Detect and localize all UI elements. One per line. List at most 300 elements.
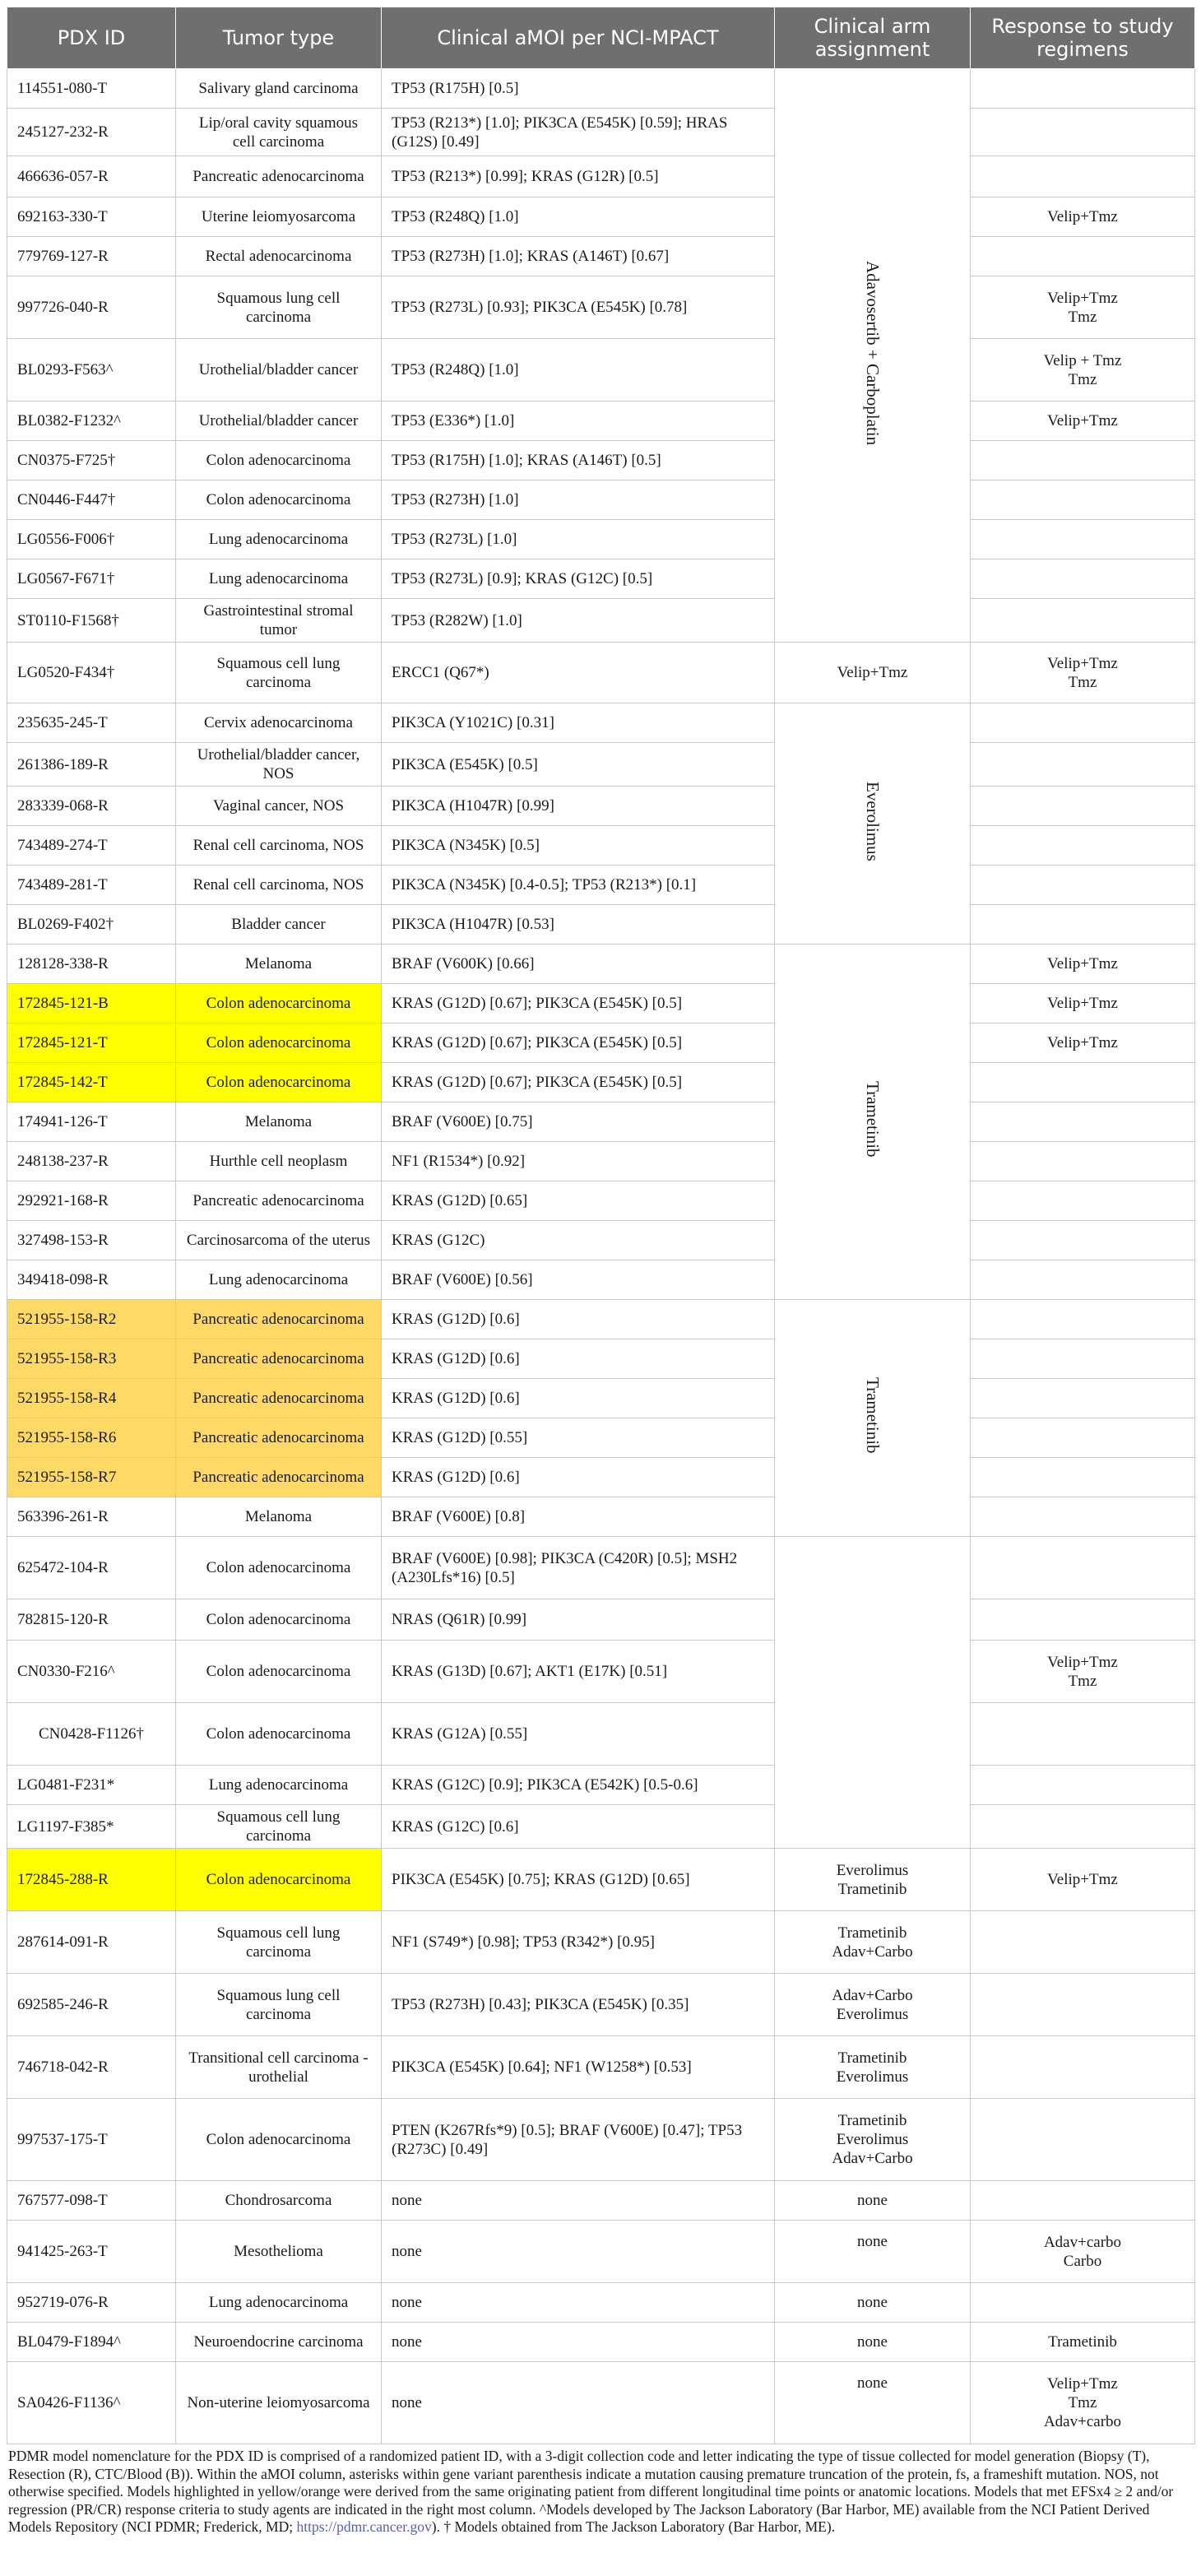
- cell-tumor-type: Neuroendocrine carcinoma: [176, 2323, 382, 2362]
- cell-response: [971, 1221, 1195, 1260]
- cell-tumor-type: Cervix adenocarcinoma: [176, 703, 382, 743]
- cell-amoi: BRAF (V600E) [0.56]: [382, 1260, 775, 1300]
- cell-tumor-type: Pancreatic adenocarcinoma: [176, 1458, 382, 1497]
- cell-amoi: KRAS (G13D) [0.67]; AKT1 (E17K) [0.51]: [382, 1641, 775, 1703]
- table-row: [7, 826, 1195, 866]
- cell-amoi: KRAS (G12D) [0.6]: [382, 1339, 775, 1379]
- cell-response: [971, 1418, 1195, 1458]
- cell-pdx-id: SA0426-F1136^: [7, 2362, 176, 2444]
- cell-tumor-type: Colon adenocarcinoma: [176, 1599, 382, 1641]
- table-row: [7, 1458, 1195, 1497]
- table-row: [7, 237, 1195, 276]
- arm-line: Adav+Carbo: [832, 1942, 913, 1961]
- table-row: [7, 787, 1195, 826]
- cell-response: [971, 559, 1195, 599]
- cell-response: [971, 905, 1195, 945]
- cell-arm: [775, 2036, 971, 2099]
- table-row: [7, 984, 1195, 1023]
- cell-amoi: TP53 (R175H) [0.5]: [382, 69, 775, 109]
- cell-arm-span: [775, 1300, 971, 1537]
- cell-tumor-type: Colon adenocarcinoma: [176, 1849, 382, 1911]
- cell-arm: [775, 1911, 971, 1974]
- cell-amoi: TP53 (R273H) [1.0]: [382, 480, 775, 520]
- table-row: [7, 2221, 1195, 2283]
- response-line: Velip+Tmz: [1047, 1653, 1118, 1671]
- cell-tumor-type: Colon adenocarcinoma: [176, 1063, 382, 1102]
- cell-arm-span: [775, 945, 971, 1300]
- table-row: [7, 2181, 1195, 2221]
- cell-pdx-id: 692163-330-T: [7, 197, 176, 237]
- cell-response: [971, 743, 1195, 787]
- cell-amoi: TP53 (R273H) [1.0]; KRAS (A146T) [0.67]: [382, 237, 775, 276]
- header-tumor-type: Tumor type: [176, 7, 382, 69]
- cell-pdx-id: 563396-261-R: [7, 1497, 176, 1537]
- cell-pdx-id: 114551-080-T: [7, 69, 176, 109]
- cell-pdx-id: 767577-098-T: [7, 2181, 176, 2221]
- cell-response: [971, 1641, 1195, 1703]
- cell-pdx-id: 743489-274-T: [7, 826, 176, 866]
- cell-amoi: PIK3CA (E545K) [0.75]; KRAS (G12D) [0.65]: [382, 1849, 775, 1911]
- response-line: Trametinib: [1048, 2333, 1117, 2351]
- cell-amoi: PIK3CA (Y1021C) [0.31]: [382, 703, 775, 743]
- arm-line: Adav+Carbo: [832, 1986, 913, 2004]
- cell-tumor-type: Carcinosarcoma of the uterus: [176, 1221, 382, 1260]
- cell-tumor-type: Melanoma: [176, 1102, 382, 1142]
- table-row: [7, 1641, 1195, 1703]
- cell-amoi: TP53 (R213*) [1.0]; PIK3CA (E545K) [0.59]; HRAS (G12S) [0.49]: [382, 109, 775, 156]
- cell-amoi: TP53 (R273L) [0.93]; PIK3CA (E545K) [0.78]: [382, 276, 775, 339]
- cell-amoi: KRAS (G12D) [0.6]: [382, 1300, 775, 1339]
- response-line: Adav+carbo: [1043, 2413, 1122, 2430]
- cell-amoi: none: [382, 2323, 775, 2362]
- cell-tumor-type: Pancreatic adenocarcinoma: [176, 1339, 382, 1379]
- cell-response: [971, 1703, 1195, 1766]
- cell-tumor-type: Colon adenocarcinoma: [176, 1703, 382, 1766]
- table-row: [7, 1142, 1195, 1181]
- footnote-text-end: ). † Models obtained from The Jackson Laboratory (Bar Harbor, ME).: [431, 2518, 836, 2535]
- cell-response: [971, 984, 1195, 1023]
- cell-response: [971, 156, 1195, 197]
- arm-line: Everolimus: [836, 2131, 909, 2148]
- cell-response: [971, 1458, 1195, 1497]
- cell-tumor-type: Renal cell carcinoma, NOS: [176, 866, 382, 905]
- cell-pdx-id: LG0481-F231*: [7, 1766, 176, 1805]
- cell-pdx-id: 261386-189-R: [7, 743, 176, 787]
- cell-pdx-id: 174941-126-T: [7, 1102, 176, 1142]
- page: [7, 7, 1194, 2537]
- cell-pdx-id: BL0269-F402†: [7, 905, 176, 945]
- table-row: [7, 703, 1195, 743]
- table-row: [7, 559, 1195, 599]
- cell-pdx-id: 521955-158-R4: [7, 1379, 176, 1418]
- cell-tumor-type: Squamous cell lung carcinoma: [176, 1805, 382, 1849]
- cell-tumor-type: Lung adenocarcinoma: [176, 1260, 382, 1300]
- footnote-link[interactable]: https://pdmr.cancer.gov: [296, 2518, 432, 2535]
- cell-response: [971, 2323, 1195, 2362]
- cell-response: [971, 2362, 1195, 2444]
- cell-amoi: TP53 (R175H) [1.0]; KRAS (A146T) [0.5]: [382, 441, 775, 480]
- cell-amoi: none: [382, 2221, 775, 2283]
- cell-response: [971, 1023, 1195, 1063]
- cell-response: [971, 643, 1195, 703]
- footnote-text: PDMR model nomenclature for the PDX ID is comprised of a randomized patient ID, with a 3-digit collection code and letter indicating the type of tissue collected for model generation (Biopsy (T), Resection (R), CTC/Blood (B)). Within the aMOI column, asterisks within gene variant parenthesis indicate a mutation causing premature truncation of the protein, fs, a frameshift mutation. NOS, not otherwise specified. Models highlighted in yellow/orange were derived from the same originating patient from different longitudinal time points or anatomic locations. Models that met EFSx4 ≥ 2 and/or regression (PR/CR) response criteria to study agents are indicated in the right most column. ^Models developed by The Jackson Laboratory (Bar Harbor, ME) available from the NCI Patient Derived Models Repository (NCI PDMR; Frederick, MD;: [8, 2448, 1174, 2535]
- header-response: Response to study regimens: [971, 7, 1195, 69]
- arm-line: Trametinib: [837, 2049, 907, 2067]
- header-row: [7, 7, 1195, 69]
- arm-span-label: Trametinib: [863, 1377, 883, 1454]
- cell-amoi: none: [382, 2362, 775, 2444]
- cell-tumor-type: Lip/oral cavity squamous cell carcinoma: [176, 109, 382, 156]
- cell-pdx-id: LG0567-F671†: [7, 559, 176, 599]
- cell-pdx-id: 941425-263-T: [7, 2221, 176, 2283]
- cell-response: [971, 787, 1195, 826]
- cell-response: [971, 1849, 1195, 1911]
- cell-amoi: KRAS (G12D) [0.65]: [382, 1181, 775, 1221]
- cell-response: [971, 197, 1195, 237]
- cell-tumor-type: Colon adenocarcinoma: [176, 1537, 382, 1599]
- table-row: [7, 866, 1195, 905]
- table-row: [7, 599, 1195, 643]
- response-line: Velip + Tmz: [1043, 351, 1122, 369]
- cell-arm-span: [775, 69, 971, 643]
- cell-tumor-type: Colon adenocarcinoma: [176, 480, 382, 520]
- response-line: Tmz: [1068, 308, 1097, 326]
- cell-response: [971, 2181, 1195, 2221]
- table-row: [7, 1703, 1195, 1766]
- cell-amoi: ERCC1 (Q67*): [382, 643, 775, 703]
- table-row: [7, 1102, 1195, 1142]
- response-line: Velip+Tmz: [1047, 1034, 1118, 1051]
- cell-response: [971, 1063, 1195, 1102]
- cell-amoi: none: [382, 2283, 775, 2323]
- cell-pdx-id: 172845-121-T: [7, 1023, 176, 1063]
- cell-response: [971, 401, 1195, 441]
- response-line: Tmz: [1068, 673, 1097, 691]
- cell-pdx-id: ST0110-F1568†: [7, 599, 176, 643]
- cell-response: [971, 703, 1195, 743]
- response-line: Carbo: [1063, 2252, 1102, 2270]
- cell-tumor-type: Pancreatic adenocarcinoma: [176, 1181, 382, 1221]
- cell-amoi: PIK3CA (H1047R) [0.53]: [382, 905, 775, 945]
- cell-response: [971, 276, 1195, 339]
- cell-arm: none: [775, 2221, 971, 2283]
- cell-tumor-type: Melanoma: [176, 945, 382, 984]
- cell-response: [971, 520, 1195, 559]
- cell-amoi: PIK3CA (H1047R) [0.99]: [382, 787, 775, 826]
- response-line: Velip+Tmz: [1047, 1871, 1118, 1888]
- cell-pdx-id: 172845-121-B: [7, 984, 176, 1023]
- cell-arm: [775, 1849, 971, 1911]
- cell-response: [971, 945, 1195, 984]
- arm-line: Trametinib: [837, 1880, 907, 1898]
- table-row: [7, 441, 1195, 480]
- cell-pdx-id: CN0428-F1126†: [7, 1703, 176, 1766]
- arm-span-label: Everolimus: [863, 781, 883, 861]
- header-clinical-arm: Clinical arm assignment: [775, 7, 971, 69]
- cell-tumor-type: Colon adenocarcinoma: [176, 2099, 382, 2181]
- table-row: [7, 1300, 1195, 1339]
- cell-pdx-id: 521955-158-R7: [7, 1458, 176, 1497]
- table-row: [7, 520, 1195, 559]
- cell-tumor-type: Pancreatic adenocarcinoma: [176, 1379, 382, 1418]
- pdx-table: [7, 7, 1195, 2444]
- response-line: Velip+Tmz: [1047, 208, 1118, 225]
- cell-pdx-id: 625472-104-R: [7, 1537, 176, 1599]
- cell-pdx-id: BL0479-F1894^: [7, 2323, 176, 2362]
- table-row: [7, 1339, 1195, 1379]
- arm-line: Trametinib: [837, 2112, 907, 2129]
- cell-amoi: TP53 (R248Q) [1.0]: [382, 339, 775, 401]
- cell-amoi: KRAS (G12D) [0.6]: [382, 1458, 775, 1497]
- response-line: Tmz: [1068, 2394, 1097, 2411]
- cell-tumor-type: Lung adenocarcinoma: [176, 1766, 382, 1805]
- table-row: [7, 1023, 1195, 1063]
- cell-pdx-id: BL0382-F1232^: [7, 401, 176, 441]
- cell-tumor-type: Transitional cell carcinoma - urothelial: [176, 2036, 382, 2099]
- cell-arm: [775, 2099, 971, 2181]
- cell-response: [971, 826, 1195, 866]
- cell-tumor-type: Squamous cell lung carcinoma: [176, 643, 382, 703]
- cell-amoi: PTEN (K267Rfs*9) [0.5]; BRAF (V600E) [0.47]; TP53 (R273C) [0.49]: [382, 2099, 775, 2181]
- cell-amoi: TP53 (E336*) [1.0]: [382, 401, 775, 441]
- cell-pdx-id: CN0375-F725†: [7, 441, 176, 480]
- cell-response: [971, 2036, 1195, 2099]
- cell-tumor-type: Non-uterine leiomyosarcoma: [176, 2362, 382, 2444]
- cell-pdx-id: 327498-153-R: [7, 1221, 176, 1260]
- cell-amoi: KRAS (G12D) [0.55]: [382, 1418, 775, 1458]
- cell-arm-blank: [775, 1537, 971, 1849]
- cell-tumor-type: Melanoma: [176, 1497, 382, 1537]
- table-row: [7, 2323, 1195, 2362]
- cell-amoi: NF1 (R1534*) [0.92]: [382, 1142, 775, 1181]
- cell-response: [971, 2221, 1195, 2283]
- cell-pdx-id: LG0556-F006†: [7, 520, 176, 559]
- cell-response: [971, 1766, 1195, 1805]
- cell-pdx-id: 779769-127-R: [7, 237, 176, 276]
- cell-pdx-id: 521955-158-R3: [7, 1339, 176, 1379]
- cell-amoi: NRAS (Q61R) [0.99]: [382, 1599, 775, 1641]
- cell-amoi: TP53 (R273L) [0.9]; KRAS (G12C) [0.5]: [382, 559, 775, 599]
- cell-tumor-type: Vaginal cancer, NOS: [176, 787, 382, 826]
- cell-amoi: TP53 (R273L) [1.0]: [382, 520, 775, 559]
- table-row: [7, 2283, 1195, 2323]
- cell-tumor-type: Bladder cancer: [176, 905, 382, 945]
- cell-response: [971, 1911, 1195, 1974]
- cell-amoi: KRAS (G12C) [0.9]; PIK3CA (E542K) [0.5-0.6]: [382, 1766, 775, 1805]
- arm-line: Trametinib: [837, 1924, 907, 1942]
- cell-pdx-id: 997537-175-T: [7, 2099, 176, 2181]
- table-row: [7, 480, 1195, 520]
- response-line: Velip+Tmz: [1047, 2375, 1118, 2393]
- cell-tumor-type: Colon adenocarcinoma: [176, 1641, 382, 1703]
- cell-response: [971, 69, 1195, 109]
- cell-tumor-type: Squamous lung cell carcinoma: [176, 276, 382, 339]
- table-row: [7, 1805, 1195, 1849]
- cell-pdx-id: 997726-040-R: [7, 276, 176, 339]
- cell-response: [971, 441, 1195, 480]
- cell-response: [971, 1300, 1195, 1339]
- cell-response: [971, 480, 1195, 520]
- cell-response: [971, 1379, 1195, 1418]
- cell-amoi: PIK3CA (N345K) [0.5]: [382, 826, 775, 866]
- response-line: Velip+Tmz: [1047, 412, 1118, 429]
- cell-tumor-type: Gastrointestinal stromal tumor: [176, 599, 382, 643]
- cell-pdx-id: 782815-120-R: [7, 1599, 176, 1641]
- response-line: Tmz: [1068, 370, 1097, 388]
- table-row: [7, 1537, 1195, 1599]
- table-footnote: [7, 2448, 1194, 2537]
- cell-tumor-type: Urothelial/bladder cancer: [176, 401, 382, 441]
- table-row: [7, 1497, 1195, 1537]
- cell-pdx-id: 172845-288-R: [7, 1849, 176, 1911]
- arm-line: Everolimus: [836, 1861, 909, 1879]
- cell-amoi: KRAS (G12D) [0.6]: [382, 1379, 775, 1418]
- cell-tumor-type: Squamous cell lung carcinoma: [176, 1911, 382, 1974]
- cell-pdx-id: LG0520-F434†: [7, 643, 176, 703]
- cell-arm: Velip+Tmz: [775, 643, 971, 703]
- arm-line: Everolimus: [836, 2005, 909, 2023]
- table-row: [7, 945, 1195, 984]
- cell-response: [971, 1181, 1195, 1221]
- cell-tumor-type: Urothelial/bladder cancer: [176, 339, 382, 401]
- cell-amoi: TP53 (R248Q) [1.0]: [382, 197, 775, 237]
- cell-pdx-id: 245127-232-R: [7, 109, 176, 156]
- cell-amoi: KRAS (G12D) [0.67]; PIK3CA (E545K) [0.5]: [382, 1023, 775, 1063]
- cell-tumor-type: Urothelial/bladder cancer, NOS: [176, 743, 382, 787]
- table-row: [7, 1221, 1195, 1260]
- cell-pdx-id: 952719-076-R: [7, 2283, 176, 2323]
- cell-amoi: PIK3CA (E545K) [0.64]; NF1 (W1258*) [0.53]: [382, 2036, 775, 2099]
- cell-response: [971, 1339, 1195, 1379]
- cell-response: [971, 2099, 1195, 2181]
- cell-arm: none: [775, 2181, 971, 2221]
- response-line: Adav+carbo: [1043, 2233, 1122, 2251]
- cell-arm: [775, 1974, 971, 2036]
- cell-tumor-type: Lung adenocarcinoma: [176, 559, 382, 599]
- cell-amoi: KRAS (G12C): [382, 1221, 775, 1260]
- cell-pdx-id: 235635-245-T: [7, 703, 176, 743]
- cell-arm: none: [775, 2283, 971, 2323]
- cell-amoi: NF1 (S749*) [0.98]; TP53 (R342*) [0.95]: [382, 1911, 775, 1974]
- cell-response: [971, 1537, 1195, 1599]
- table-row: [7, 401, 1195, 441]
- table-row: [7, 1599, 1195, 1641]
- table-row: [7, 1974, 1195, 2036]
- cell-tumor-type: Uterine leiomyosarcoma: [176, 197, 382, 237]
- cell-pdx-id: 292921-168-R: [7, 1181, 176, 1221]
- cell-pdx-id: 349418-098-R: [7, 1260, 176, 1300]
- cell-response: [971, 1142, 1195, 1181]
- cell-pdx-id: CN0446-F447†: [7, 480, 176, 520]
- cell-tumor-type: Squamous lung cell carcinoma: [176, 1974, 382, 2036]
- arm-line: Adav+Carbo: [832, 2150, 913, 2167]
- table-row: [7, 2362, 1195, 2444]
- cell-amoi: TP53 (R213*) [0.99]; KRAS (G12R) [0.5]: [382, 156, 775, 197]
- cell-tumor-type: Pancreatic adenocarcinoma: [176, 1300, 382, 1339]
- cell-tumor-type: Colon adenocarcinoma: [176, 984, 382, 1023]
- arm-span-label: Adavosertib + Carboplatin: [863, 260, 883, 446]
- cell-response: [971, 339, 1195, 401]
- cell-arm-span: [775, 703, 971, 945]
- cell-pdx-id: 287614-091-R: [7, 1911, 176, 1974]
- cell-response: [971, 237, 1195, 276]
- cell-amoi: KRAS (G12D) [0.67]; PIK3CA (E545K) [0.5]: [382, 1063, 775, 1102]
- cell-amoi: PIK3CA (E545K) [0.5]: [382, 743, 775, 787]
- table-body: [7, 69, 1195, 2444]
- cell-pdx-id: 466636-057-R: [7, 156, 176, 197]
- cell-response: [971, 599, 1195, 643]
- cell-amoi: TP53 (R282W) [1.0]: [382, 599, 775, 643]
- cell-tumor-type: Mesothelioma: [176, 2221, 382, 2283]
- cell-amoi: TP53 (R273H) [0.43]; PIK3CA (E545K) [0.35]: [382, 1974, 775, 2036]
- cell-response: [971, 1497, 1195, 1537]
- cell-pdx-id: 283339-068-R: [7, 787, 176, 826]
- arm-span-label: Trametinib: [863, 1081, 883, 1158]
- table-row: [7, 1849, 1195, 1911]
- cell-tumor-type: Lung adenocarcinoma: [176, 2283, 382, 2323]
- cell-tumor-type: Pancreatic adenocarcinoma: [176, 156, 382, 197]
- cell-tumor-type: Hurthle cell neoplasm: [176, 1142, 382, 1181]
- cell-tumor-type: Rectal adenocarcinoma: [176, 237, 382, 276]
- cell-amoi: KRAS (G12C) [0.6]: [382, 1805, 775, 1849]
- response-line: Velip+Tmz: [1047, 955, 1118, 972]
- cell-tumor-type: Salivary gland carcinoma: [176, 69, 382, 109]
- cell-response: [971, 1805, 1195, 1849]
- cell-amoi: BRAF (V600E) [0.98]; PIK3CA (C420R) [0.5]; MSH2 (A230Lfs*16) [0.5]: [382, 1537, 775, 1599]
- table-row: [7, 1911, 1195, 1974]
- table-row: [7, 276, 1195, 339]
- header-clinical-amoi: Clinical aMOI per NCI-MPACT: [382, 7, 775, 69]
- cell-tumor-type: Pancreatic adenocarcinoma: [176, 1418, 382, 1458]
- response-line: Tmz: [1068, 1672, 1097, 1690]
- cell-arm: none: [775, 2323, 971, 2362]
- cell-pdx-id: 521955-158-R6: [7, 1418, 176, 1458]
- cell-pdx-id: 521955-158-R2: [7, 1300, 176, 1339]
- cell-pdx-id: 128128-338-R: [7, 945, 176, 984]
- cell-response: [971, 1102, 1195, 1142]
- cell-pdx-id: 746718-042-R: [7, 2036, 176, 2099]
- table-row: [7, 1181, 1195, 1221]
- cell-response: [971, 2283, 1195, 2323]
- cell-amoi: BRAF (V600E) [0.8]: [382, 1497, 775, 1537]
- response-line: Velip+Tmz: [1047, 995, 1118, 1012]
- response-line: Velip+Tmz: [1047, 289, 1118, 307]
- cell-response: [971, 1260, 1195, 1300]
- cell-pdx-id: BL0293-F563^: [7, 339, 176, 401]
- table-row: [7, 1063, 1195, 1102]
- table-row: [7, 2036, 1195, 2099]
- table-row: [7, 197, 1195, 237]
- table-row: [7, 1260, 1195, 1300]
- arm-line: Everolimus: [836, 2068, 909, 2086]
- cell-tumor-type: Lung adenocarcinoma: [176, 520, 382, 559]
- table-row: [7, 643, 1195, 703]
- table-row: [7, 156, 1195, 197]
- cell-pdx-id: CN0330-F216^: [7, 1641, 176, 1703]
- cell-pdx-id: 248138-237-R: [7, 1142, 176, 1181]
- cell-pdx-id: LG1197-F385*: [7, 1805, 176, 1849]
- cell-amoi: KRAS (G12A) [0.55]: [382, 1703, 775, 1766]
- table-row: [7, 1418, 1195, 1458]
- table-row: [7, 109, 1195, 156]
- header-pdx-id: PDX ID: [7, 7, 176, 69]
- cell-tumor-type: Chondrosarcoma: [176, 2181, 382, 2221]
- table-row: [7, 743, 1195, 787]
- cell-tumor-type: Colon adenocarcinoma: [176, 441, 382, 480]
- cell-tumor-type: Colon adenocarcinoma: [176, 1023, 382, 1063]
- cell-pdx-id: 743489-281-T: [7, 866, 176, 905]
- table-row: [7, 69, 1195, 109]
